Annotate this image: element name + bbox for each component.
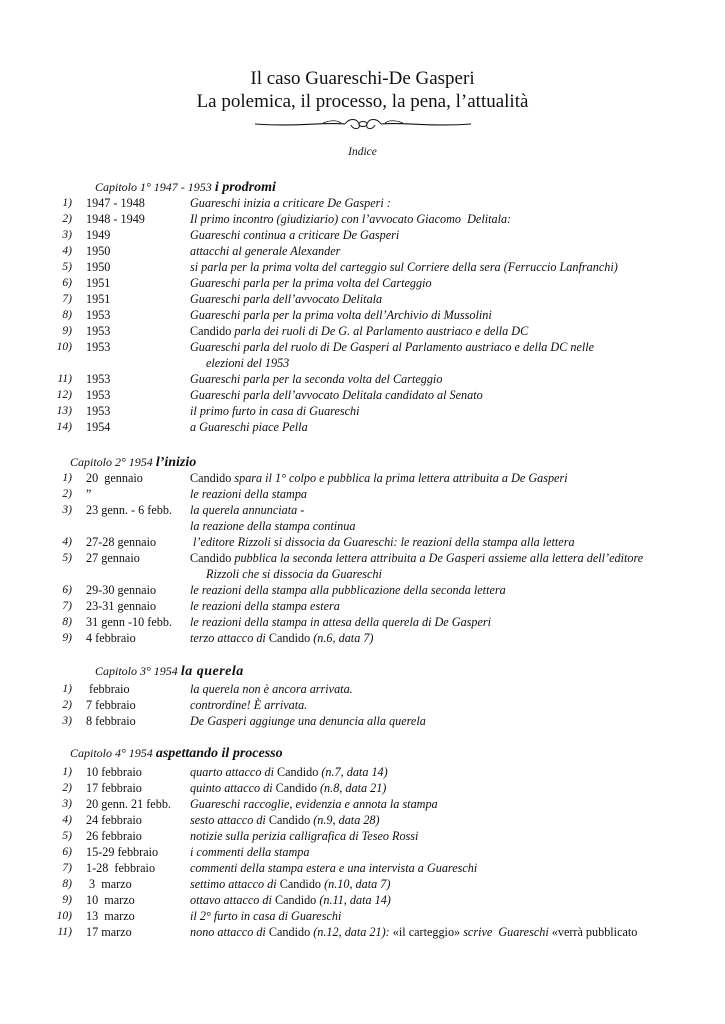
entry-date: 7 febbraio <box>86 698 136 712</box>
entry-description <box>190 614 491 630</box>
entry-description <box>190 713 426 729</box>
entry-description-segment: settimo attacco di <box>190 877 280 891</box>
entry-description <box>190 470 568 486</box>
entry-description-segment: le reazioni della stampa alla pubblicazione della seconda lettera <box>190 583 506 597</box>
entry-number: 2) <box>62 699 72 711</box>
entry-number: 10) <box>56 910 72 922</box>
chapter-title: i prodromi <box>214 180 276 195</box>
entry-description-segment: Candido <box>274 893 317 907</box>
entry-description-segment: Candido <box>279 877 322 891</box>
entry-date: ” <box>86 487 92 501</box>
entry-description <box>190 681 353 697</box>
entry-date: 8 febbraio <box>86 714 136 728</box>
entry-description-segment: quinto attacco di <box>190 781 276 795</box>
entry-date: 1953 <box>86 308 111 322</box>
chapter-title: aspettando il processo <box>155 746 283 761</box>
entry-description <box>190 227 399 243</box>
entry-date: 17 febbraio <box>86 781 142 795</box>
entry-date: 1951 <box>86 276 111 290</box>
entry-description-segment: Guareschi parla dell’avvocato Delitala <box>190 292 383 306</box>
entry-date: febbraio <box>86 682 130 696</box>
entry-date: 29-30 gennaio <box>86 583 157 597</box>
entry-description <box>190 828 418 844</box>
entry-description <box>190 598 340 614</box>
entry-date: 1953 <box>86 340 111 354</box>
entry-description <box>190 211 511 227</box>
entry-description-segment: ottavo attacco di <box>190 893 275 907</box>
entry-description-segment: terzo attacco di <box>190 631 269 645</box>
chapter-title: l’inizio <box>155 455 197 470</box>
entry-description-segment: le reazioni della stampa in attesa della querela di De Gasperi <box>190 615 492 629</box>
entry-number: 1) <box>62 766 72 778</box>
document-title: Il caso Guareschi-De Gasperi <box>250 68 475 89</box>
entry-date: 1950 <box>86 260 111 274</box>
entry-description-segment: (n.10, data 7) <box>321 877 391 891</box>
entry-description-segment: scrive Guareschi <box>460 925 552 939</box>
entry-continuation: la reazione della stampa continua <box>190 519 356 533</box>
entry-description-segment: Guareschi inizia a criticare De Gasperi : <box>190 196 391 210</box>
entry-description <box>190 796 438 812</box>
entry-description <box>190 534 575 550</box>
entry-number: 5) <box>62 830 72 842</box>
entry-number: 14) <box>56 421 72 433</box>
entry-date: 15-29 febbraio <box>86 845 159 859</box>
entry-description-segment: (n.12, data 21): <box>310 925 393 939</box>
entry-date: 20 gennaio <box>86 471 143 485</box>
entry-date: 1953 <box>86 404 111 418</box>
entry-description <box>190 259 618 275</box>
entry-number: 12) <box>56 389 72 401</box>
entry-description <box>190 291 382 307</box>
entry-description-segment: notizie sulla perizia calligrafica di Teseo Rossi <box>190 829 419 843</box>
entry-date: 10 febbraio <box>86 765 142 779</box>
entry-description <box>190 403 360 419</box>
entry-description-segment: (n.7, data 14) <box>318 765 388 779</box>
entry-date: 1-28 febbraio <box>86 861 156 875</box>
entry-date: 3 marzo <box>86 877 132 891</box>
entry-description-segment: l’editore Rizzoli si dissocia da Guareschi: le reazioni della stampa alla lettera <box>190 535 575 549</box>
entry-date: 1947 - 1948 <box>86 196 145 210</box>
entry-date: 20 genn. 21 febb. <box>86 797 171 811</box>
chapter-heading <box>95 179 276 196</box>
entry-description <box>190 908 341 924</box>
entry-number: 7) <box>62 862 72 874</box>
entry-description <box>190 780 386 796</box>
chapter-label: Capitolo 4° 1954 <box>70 746 153 760</box>
entry-description-segment: Candido <box>190 324 232 338</box>
entry-date: 1950 <box>86 244 111 258</box>
ornament-divider-icon <box>253 114 473 134</box>
entry-date: 23 genn. - 6 febb. <box>86 503 172 517</box>
entry-description-segment: Candido <box>275 781 317 795</box>
entry-date: 1949 <box>86 228 111 242</box>
entry-description <box>190 892 391 908</box>
chapter-label: Capitolo 1° 1947 - 1953 <box>95 180 212 194</box>
entry-description <box>190 502 304 518</box>
chapter-heading <box>70 454 196 471</box>
entry-description-segment: si parla per la prima volta del carteggio sul Corriere della sera (Ferruccio Lanfranchi) <box>190 260 618 274</box>
entry-description-segment: Guareschi raccoglie, evidenzia e annota la stampa <box>190 797 438 811</box>
entry-description-segment: Candido <box>190 551 232 565</box>
entry-description <box>190 876 390 892</box>
entry-date: 31 genn -10 febb. <box>86 615 172 629</box>
entry-number: 1) <box>62 472 72 484</box>
entry-description <box>190 630 374 646</box>
chapter-label: Capitolo 3° 1954 <box>95 664 178 678</box>
entry-description-segment: Guareschi continua a criticare De Gasperi <box>190 228 400 242</box>
entry-description-segment: a Guareschi piace Pella <box>190 420 308 434</box>
entry-date: 1953 <box>86 324 111 338</box>
entry-description-segment: il primo furto in casa di Guareschi <box>190 404 360 418</box>
index-label: Indice <box>348 146 377 158</box>
chapter-heading <box>70 745 283 762</box>
entry-description-segment: «verrà pubblicato <box>551 925 638 939</box>
entry-description-segment: le reazioni della stampa <box>190 487 308 501</box>
entry-number: 8) <box>62 616 72 628</box>
entry-description <box>190 844 310 860</box>
entry-number: 3) <box>62 229 72 241</box>
entry-description <box>190 387 483 403</box>
entry-description-segment: Il primo incontro (giudiziario) con l’avvocato Giacomo Delitala: <box>190 212 512 226</box>
entry-number: 2) <box>62 488 72 500</box>
entry-description <box>190 339 594 355</box>
entry-continuation: elezioni del 1953 <box>206 356 290 370</box>
entry-continuation: Rizzoli che si dissocia da Guareschi <box>206 567 382 581</box>
entry-number: 3) <box>62 715 72 727</box>
entry-number: 10) <box>56 341 72 353</box>
entry-description-segment: le reazioni della stampa estera <box>190 599 340 613</box>
entry-description <box>190 860 477 876</box>
entry-description-segment: il 2° furto in casa di Guareschi <box>190 909 342 923</box>
entry-description-segment: la querela non è ancora arrivata. <box>190 682 353 696</box>
entry-number: 1) <box>62 197 72 209</box>
entry-description-segment: (n.6, data 7) <box>310 631 374 645</box>
entry-number: 9) <box>62 894 72 906</box>
entry-description <box>190 275 432 291</box>
entry-number: 9) <box>62 632 72 644</box>
entry-description <box>190 195 391 211</box>
entry-description-segment: Guareschi parla del ruolo di De Gasperi al Parlamento austriaco e della DC nelle <box>190 340 595 354</box>
entry-description-segment: spara il 1° colpo e pubblica la prima lettera attribuita a De Gasperi <box>231 471 568 485</box>
entry-description-segment: quarto attacco di <box>190 765 277 779</box>
entry-description <box>190 812 380 828</box>
entry-date: 24 febbraio <box>86 813 142 827</box>
entry-number: 6) <box>62 584 72 596</box>
entry-date: 27 gennaio <box>86 551 140 565</box>
entry-description <box>190 764 388 780</box>
entry-number: 11) <box>57 373 72 385</box>
entry-description-segment: contrordine! È arrivata. <box>190 698 308 712</box>
entry-number: 8) <box>62 309 72 321</box>
entry-date: 1951 <box>86 292 111 306</box>
entry-number: 11) <box>57 926 72 938</box>
entry-date: 1953 <box>86 388 111 402</box>
entry-description <box>190 697 307 713</box>
entry-description-segment: nono attacco di <box>190 925 269 939</box>
entry-number: 6) <box>62 277 72 289</box>
entry-date: 1954 <box>86 420 111 434</box>
entry-description-segment: (n.8, data 21) <box>316 781 387 795</box>
entry-description-segment: «il carteggio» <box>392 925 461 939</box>
entry-number: 1) <box>62 683 72 695</box>
entry-number: 4) <box>62 536 72 548</box>
entry-number: 4) <box>62 245 72 257</box>
entry-number: 8) <box>62 878 72 890</box>
entry-description-segment: Candido <box>277 765 319 779</box>
entry-number: 3) <box>62 504 72 516</box>
entry-number: 6) <box>62 846 72 858</box>
entry-date: 17 marzo <box>86 925 132 939</box>
entry-description-segment: Guareschi parla per la prima volta del Carteggio <box>190 276 432 290</box>
chapter-label: Capitolo 2° 1954 <box>70 455 153 469</box>
entry-date: 27-28 gennaio <box>86 535 157 549</box>
entry-date: 1948 - 1949 <box>86 212 145 226</box>
entry-number: 4) <box>62 814 72 826</box>
entry-description <box>190 582 506 598</box>
entry-description <box>190 419 308 435</box>
entry-description-segment: la querela annunciata - <box>190 503 305 517</box>
entry-description-segment: pubblica la seconda lettera attribuita a De Gasperi assieme alla lettera dell’editore <box>231 551 644 565</box>
entry-description <box>190 486 307 502</box>
entry-number: 9) <box>62 325 72 337</box>
entry-description-segment: parla dei ruoli di De G. al Parlamento austriaco e della DC <box>231 324 529 338</box>
entry-description-segment: attacchi al generale Alexander <box>190 244 341 258</box>
entry-description-segment: Candido <box>268 925 311 939</box>
entry-number: 13) <box>56 405 72 417</box>
entry-description-segment: Candido <box>268 631 311 645</box>
entry-description-segment: Guareschi parla per la seconda volta del Carteggio <box>190 372 443 386</box>
entry-description-segment: Guareschi parla dell’avvocato Delitala candidato al Senato <box>190 388 483 402</box>
entry-description <box>190 323 528 339</box>
entry-description-segment: De Gasperi aggiunge una denuncia alla querela <box>190 714 426 728</box>
chapter-title: la querela <box>180 664 244 679</box>
entry-number: 2) <box>62 213 72 225</box>
entry-description-segment: commenti della stampa estera e una intervista a Guareschi <box>190 861 478 875</box>
entry-date: 23-31 gennaio <box>86 599 157 613</box>
entry-description-segment: Candido <box>190 471 232 485</box>
entry-description-segment: sesto attacco di <box>190 813 269 827</box>
entry-description-segment: (n.9, data 28) <box>310 813 380 827</box>
entry-description-segment: (n.11, data 14) <box>316 893 391 907</box>
entry-description-segment: i commenti della stampa <box>190 845 310 859</box>
entry-description <box>190 307 492 323</box>
entry-date: 10 marzo <box>86 893 135 907</box>
entry-description-segment: Guareschi parla per la prima volta dell’Archivio di Mussolini <box>190 308 492 322</box>
entry-date: 26 febbraio <box>86 829 142 843</box>
entry-description <box>190 924 637 940</box>
entry-number: 5) <box>62 261 72 273</box>
entry-number: 7) <box>62 600 72 612</box>
entry-description <box>190 371 442 387</box>
entry-description-segment: Candido <box>268 813 311 827</box>
entry-description <box>190 550 643 566</box>
document-subtitle: La polemica, il processo, la pena, l’attualità <box>196 91 529 112</box>
entry-number: 7) <box>62 293 72 305</box>
entry-number: 2) <box>62 782 72 794</box>
entry-date: 1953 <box>86 372 111 386</box>
entry-number: 5) <box>62 552 72 564</box>
entry-description <box>190 243 340 259</box>
entry-date: 4 febbraio <box>86 631 136 645</box>
chapter-heading <box>95 663 244 680</box>
entry-number: 3) <box>62 798 72 810</box>
entry-date: 13 marzo <box>86 909 135 923</box>
